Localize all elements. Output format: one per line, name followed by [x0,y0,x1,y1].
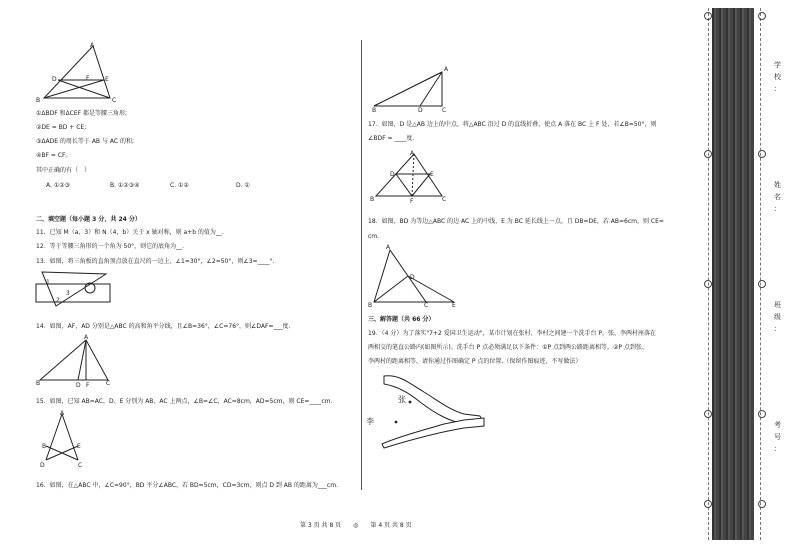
q13-angle-3: 3 [66,290,70,297]
binder-char: 级 [774,313,781,321]
binder-char: ： [774,325,781,333]
question-19-line2: 两相交的笔直公路内(如图所示)。洗手台 P 点必须满足以下条件：①P 点到两公路距离相等，②P 点到张、 [368,344,648,351]
choice-d: D. ① [236,182,250,189]
binder-char: ： [774,85,781,93]
figure-q19-roads [380,372,492,448]
figure-ruler-triangle [34,270,114,310]
village-zhang-label: 张 [398,395,406,404]
binder-char: 校 [774,73,781,81]
choice-b: B. ①②③④ [110,182,140,189]
q15-label-a: A [60,410,65,417]
q14-label-b: B [36,380,41,387]
section-2-title: 二、填空题（每小题 3 分，共 24 分） [36,216,141,223]
section-3-title: 三、解答题（共 66 分） [368,316,435,323]
q17-label-a: A [444,66,449,73]
binder-char: 姓 [774,181,781,189]
figure-q17-fold-triangle [370,150,448,204]
q15-label-c: C [78,462,83,469]
q18-label-a: A [386,244,391,251]
binder-char: 名 [774,193,781,201]
binding-hole-icon [704,280,712,288]
question-13: 13．如图，将三角板的直角顶点放在直尺的一边上，∠1=30°，∠2=50°，则∠3=____°. [36,258,275,265]
q18-label-e: E [452,302,456,309]
q17b-label-f: F [410,198,414,205]
q17b-label-e: E [430,171,434,178]
question-17-line2: ∠BDF = ____度. [368,135,415,142]
binding-hole-icon [758,12,766,20]
figure-q17-right-triangle [370,68,450,110]
question-17-line1: 17．如图，D 是△AB 边上的中点，将△ABC 沿过 D 的直线折叠，使点 A 落在 BC 上 F 处，若∠B=50°，则 [368,121,657,128]
q18-label-b: B [368,302,373,309]
binding-hole-icon [758,410,766,418]
question-18-line2: cm. [368,233,380,240]
figure-q15-bowtie [38,410,86,466]
q14-label-c: C [106,380,111,387]
question-12: 12．等于等腰三角形的一个角为 50°，则它的底角为__. [36,243,185,250]
q13-angle-1: 1 [46,279,50,286]
binding-hole-icon [758,150,766,158]
q15-label-e: E [77,443,81,450]
fig-label-f: F [86,75,90,82]
question-14: 14．如图，AF，AD 分别是△ABC 的高和角平分线，且∠B=36°，∠C=76°，则∠DAF=___度. [36,323,291,330]
binder-char: 考 [774,421,781,429]
q15-label-b: B [42,443,47,450]
choice-a: A. ①②③ [46,182,70,189]
q17-label-c: C [442,107,447,114]
dashed-line-left [708,8,709,540]
q14-label-d: D [76,382,81,389]
binder-char: ： [774,445,781,453]
binding-hole-icon [704,12,712,20]
q18-label-d: D [410,274,415,281]
village-li-label: 李 [366,417,374,426]
fig-label-d: D [52,76,57,83]
binding-hole-icon [704,410,712,418]
question-19-line1: 19．（4 分）为了落实"7+2 爱国卫生运动"，某市计划在张村、李村之间建一个洗手台 P，张、李两村座落在 [368,330,656,337]
question-15: 15．如图，已知 AB=AC，D、E 分别为 AB、AC 上两点，∠B=∠C，AC=8cm，AD=5cm，则 CE=____cm. [36,398,333,405]
fig-label-b: B [36,97,41,104]
q17-label-d: D [418,107,423,114]
question-19-line3: 李两村的距离相等，请你通过作图确定 P 点的位置.（保留作图痕迹，不写做法） [368,358,582,365]
binder-char: 学 [774,61,781,69]
q17b-label-d: D [390,171,395,178]
q17b-label-c: C [442,196,447,203]
question-16: 16．如图，在△ABC 中，∠C=90°，BD 平分∠ABC，若 BD=5cm，CD=3cm，则点 D 到 AB 的距离为___cm. [36,482,338,489]
binder-char: 班 [774,301,781,309]
statement-4: ④BF = CF。 [36,152,72,159]
column-divider [361,40,362,490]
dashed-line-right [760,8,761,540]
q17b-label-b: B [370,196,375,203]
q15-label-d: D [40,462,45,469]
q14-label-a: A [84,334,89,341]
choice-c: C. ①② [170,182,189,189]
q13-angle-2: 2 [56,297,60,304]
q14-label-f: F [86,382,90,389]
binding-strip [712,8,754,540]
figure-q18-triangle [370,246,460,308]
statement-2: ②DE = BD + CE; [36,124,87,131]
fig-label-c: C [112,97,117,104]
binder-char: 号 [774,433,781,441]
question-18-line1: 18．如图，BD 为等边△ABC 的边 AC 上的中线，E 为 BC 延长线上一点，且 DB=DE，若 AB=6cm，则 CE= [368,218,664,225]
figure-q14-triangle [38,336,110,386]
binding-hole-icon [758,280,766,288]
binding-hole-icon [704,150,712,158]
question-11: 11．已知 M（a，3）和 N（4，b）关于 x 轴对称，则 a+b 的值为__. [36,229,224,236]
statement-3: ③ΔADE 的周长等于 AB 与 AC 的和; [36,138,134,145]
q17-label-b: B [372,107,377,114]
question-prompt: 其中正确的有（ ） [36,167,91,174]
page-footer: 第 3 页 共 8 页 ◎ 第 4 页 共 8 页 [300,522,412,529]
fig-label-a: A [90,42,95,49]
q17b-label-a: A [410,150,415,157]
statement-1: ①ΔBDF 和ΔCEF 都是等腰三角形; [36,110,128,117]
binding-hole-icon [758,500,766,508]
q18-label-c: C [424,302,429,309]
binder-char: ： [774,205,781,213]
fig-label-e: E [105,76,109,83]
binding-hole-icon [704,500,712,508]
